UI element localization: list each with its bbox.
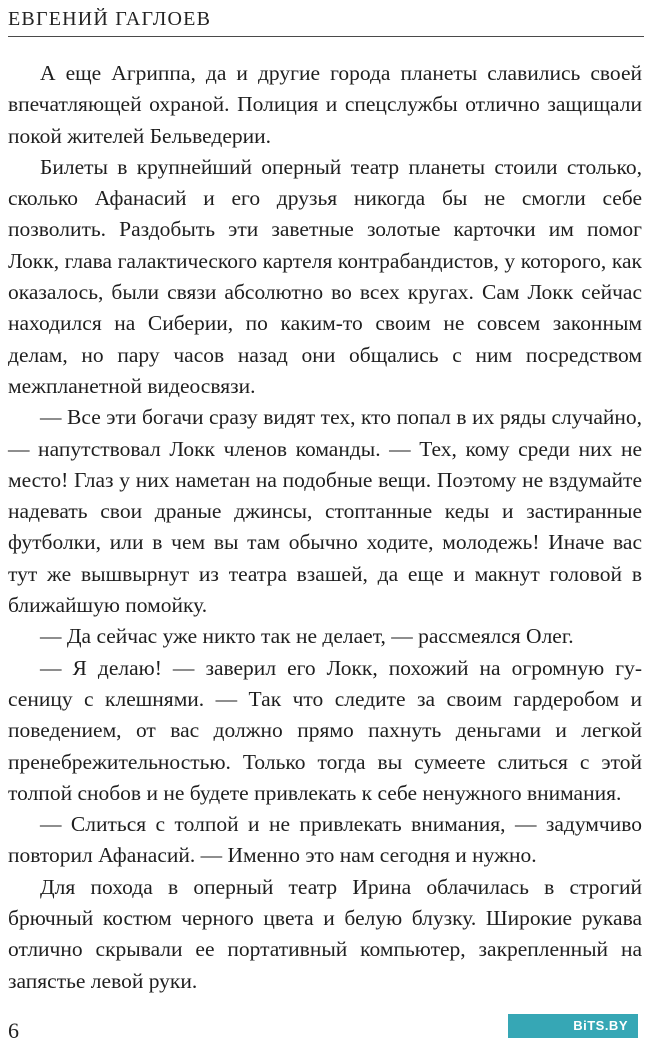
running-header — [8, 6, 644, 32]
paragraph-2: Билеты в крупнейший оперный театр планеты стоили столько, сколько Афанасий и его друзья никогда бы не смогли себе позволить. Раздобыть эти заветные золотые карточки им помог Локк, глава галактического картеля контрабандистов, у которого, как оказалось, были связи абсолютно во всех кругах. Сам Локк сейчас находился на Сиберии, по каким-то своим не совсем законным делам, но пару часов назад они общались с ним посредством межпланетной видеосвязи. — [8, 154, 642, 398]
header-divider — [8, 36, 644, 37]
watermark-logo: BiTS.BY — [508, 1014, 638, 1038]
paragraph-7: Для похода в оперный театр Ирина облачилась в строгий брючный костюм черного цвета и белую блузку. Широкие рукава отлично скрывали ее портативный компьютер, закрепленный на запястье левой руки. — [8, 874, 642, 993]
page-number: 6 — [8, 1018, 19, 1043]
body-text — [8, 58, 642, 997]
paragraph-6: — Слиться с толпой и не привлекать внимания, — задумчиво повторил Афанасий. — Именно это нам сегодня и нужно. — [8, 812, 642, 868]
paragraph-5: — Я делаю! — заверил его Локк, похожий на огромную гусеницу с клешнями. — Так что следите за своим гардеробом и поведением, от вас должно прямо пахнуть деньгами и легкой пренебрежительностью. Только тогда вы сумеете слиться с этой толпой снобов и не будете привлекать к себе ненужного внимания. — [8, 655, 642, 805]
paragraph-4: — Да сейчас уже никто так не делает, — рассмеялся Олег. — [40, 624, 574, 649]
paragraph-1: А еще Агриппа, да и другие города планеты славились своей впечатляющей охраной. Полиция и спецслужбы отлично защищали покой жителей Бельведерии. — [8, 61, 642, 148]
header-author: ЕВГЕНИЙ ГАГЛОЕВ — [8, 8, 212, 30]
paragraph-3: — Все эти богачи сразу видят тех, кто попал в их ряды случайно, — напутствовал Локк членов команды. — Тех, кому среди них не место! Глаз у них наметан на подобные вещи. Поэтому не вздумайте надевать свои драные джинсы, стоптанные кеды и застиранные футболки, или в чем вы там обычно ходите, молодежь! Иначе вас тут же вышвырнут из театра взашей, да еще и макнут головой в ближайшую помойку. — [8, 405, 642, 618]
